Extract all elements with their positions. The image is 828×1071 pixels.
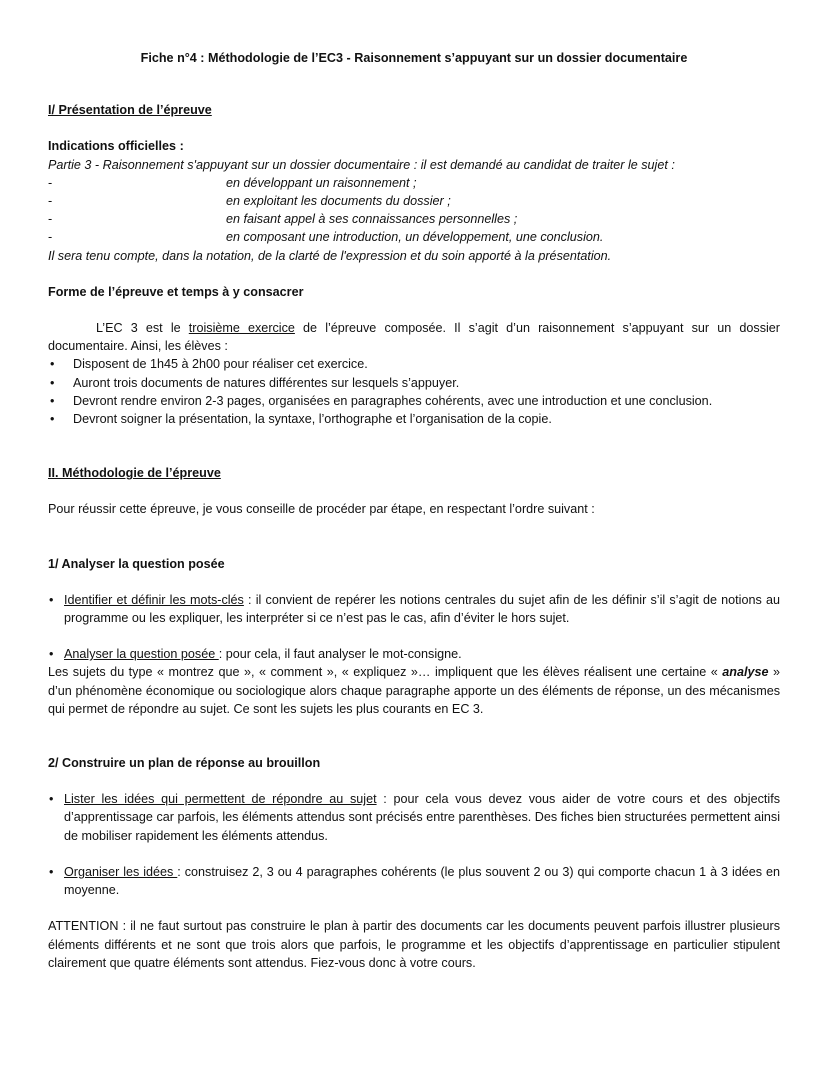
list-item: • Analyser la question posée : pour cela, il faut analyser le mot-consigne.	[48, 645, 780, 663]
official-item: - en composant une introduction, un développement, une conclusion.	[48, 230, 604, 245]
exam-form-paragraph: L’EC 3 est le troisième exercice de l’épreuve composée. Il s’agit d’un raisonnement s’appuyant sur un dossier documentaire. Ainsi, les élèves :	[48, 321, 780, 354]
section-2-heading: II. Méthodologie de l’épreuve	[48, 466, 221, 481]
official-item: - en développant un raisonnement ;	[48, 175, 417, 190]
list-item: • Auront trois documents de natures différentes sur lesquels s’appuyer.	[48, 374, 780, 392]
list-item: • Devront soigner la présentation, la syntaxe, l’orthographe et l’organisation de la copie.	[48, 410, 780, 428]
step-2-list-2	[48, 863, 780, 899]
exam-form-heading: Forme de l’épreuve et temps à y consacrer	[48, 284, 304, 299]
official-note: Il sera tenu compte, dans la notation, de la clarté de l'expression et du soin apporté à la présentation.	[48, 248, 612, 263]
list-item: • Organiser les idées : construisez 2, 3 ou 4 paragraphes cohérents (le plus souvent 2 ou 3) qui comporte chacun 1 à 3 idées en moyenne.	[48, 863, 780, 899]
document-title: Fiche n°4 : Méthodologie de l’EC3 - Raisonnement s’appuyant sur un dossier documentaire	[140, 51, 688, 65]
step-1-list	[48, 591, 780, 627]
step-2-heading: 2/ Construire un plan de réponse au brouillon	[48, 756, 321, 771]
step-2-list	[48, 790, 780, 845]
official-intro: Partie 3 - Raisonnement s'appuyant sur un dossier documentaire : il est demandé au candidat de traiter le sujet :	[48, 157, 675, 172]
exam-form-list	[48, 355, 780, 428]
official-item: - en exploitant les documents du dossier ;	[48, 194, 451, 209]
list-item: • Disposent de 1h45 à 2h00 pour réaliser cet exercice.	[48, 355, 780, 373]
official-item: - en faisant appel à ses connaissances personnelles ;	[48, 212, 518, 227]
section-2-intro: Pour réussir cette épreuve, je vous conseille de procéder par étape, en respectant l’ordre suivant :	[48, 502, 595, 517]
list-item: • Lister les idées qui permettent de répondre au sujet : pour cela vous devez vous aider de votre cours et des objectifs d’apprentissage car parfois, les éléments attendus sont précisés entre parenthèses. Des fiches bien structurées permettent ainsi de mobiliser rapidement les éléments attendus.	[48, 790, 780, 845]
list-item: • Devront rendre environ 2-3 pages, organisées en paragraphes cohérents, avec une introduction et une conclusion.	[48, 392, 780, 410]
attention-note: ATTENTION : il ne faut surtout pas construire le plan à partir des documents car les documents peuvent parfois illustrer plusieurs éléments différents et ne sont que trois alors que parfois, le programme et les objectifs d’apprentissage en particulier stipulent clairement que quatre éléments sont attendus. Fiez-vous donc à votre cours.	[48, 919, 780, 970]
step-1-heading: 1/ Analyser la question posée	[48, 556, 225, 571]
list-item: • Identifier et définir les mots-clés : il convient de repérer les notions centrales du sujet afin de les définir s’il s’agit de notions au programme ou les expliquer, les interpréter si ce n’est pas le cas, afin d’éviter le hors sujet.	[48, 591, 780, 627]
document-page	[48, 49, 780, 972]
step-1-paragraph: Les sujets du type « montrez que », « comment », « expliquez »… impliquent que les élèves réalisent une certaine « analyse » d’un phénomène économique ou sociologique alors chaque paragraphe apporte un des éléments de réponse, un des mécanismes qui permet de répondre au sujet. Ce sont les sujets les plus courants en EC 3.	[48, 665, 780, 716]
official-indications-heading: Indications officielles :	[48, 139, 184, 154]
section-1-heading: I/ Présentation de l’épreuve	[48, 103, 212, 118]
step-1-list-2	[48, 645, 780, 663]
